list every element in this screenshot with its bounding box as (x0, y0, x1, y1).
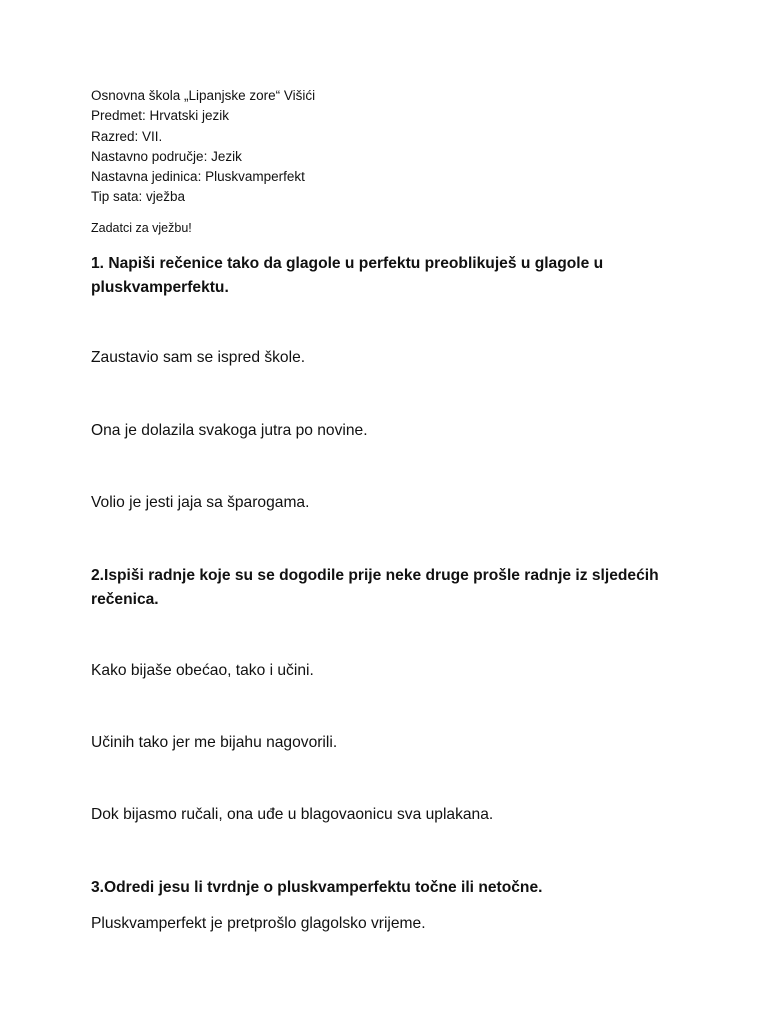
task-1-sentence-1: Zaustavio sam se ispred škole. (91, 349, 306, 366)
task-3-title: 3.Odredi jesu li tvrdnje o pluskvamperfektu točne ili netočne. (91, 879, 543, 896)
subject-line: Predmet: Hrvatski jezik (91, 108, 230, 124)
teaching-area-line: Nastavno područje: Jezik (91, 148, 242, 164)
task-1-title: 1. Napiši rečenice tako da glagole u perfektu preoblikuješ u glagole u pluskvamperfektu. (91, 255, 604, 296)
task-2-title: 2.Ispiši radnje koje su se dogodile prije neke druge prošle radnje iz sljedećih rečenica. (91, 567, 659, 608)
document-header (91, 86, 711, 208)
task-2-sentence-2: Učinih tako jer me bijahu nagovorili. (91, 734, 338, 751)
task-1-sentence-3: Volio je jesti jaja sa šparogama. (91, 494, 310, 511)
task-2-sentence-1: Kako bijaše obećao, tako i učini. (91, 662, 314, 679)
lesson-type-line: Tip sata: vježba (91, 189, 186, 205)
teaching-unit-line: Nastavna jedinica: Pluskvamperfekt (91, 169, 305, 185)
task-1-sentence-2: Ona je dolazila svakoga jutra po novine. (91, 422, 368, 439)
task-2-sentence-3: Dok bijasmo ručali, ona uđe u blagovaonicu sva uplakana. (91, 806, 494, 823)
exercise-intro: Zadatci za vježbu! (91, 221, 192, 235)
school-name: Osnovna škola „Lipanjske zore“ Višići (91, 88, 316, 103)
grade-line: Razred: VII. (91, 128, 163, 144)
task-3-statement-1: Pluskvamperfekt je pretprošlo glagolsko vrijeme. (91, 915, 426, 932)
